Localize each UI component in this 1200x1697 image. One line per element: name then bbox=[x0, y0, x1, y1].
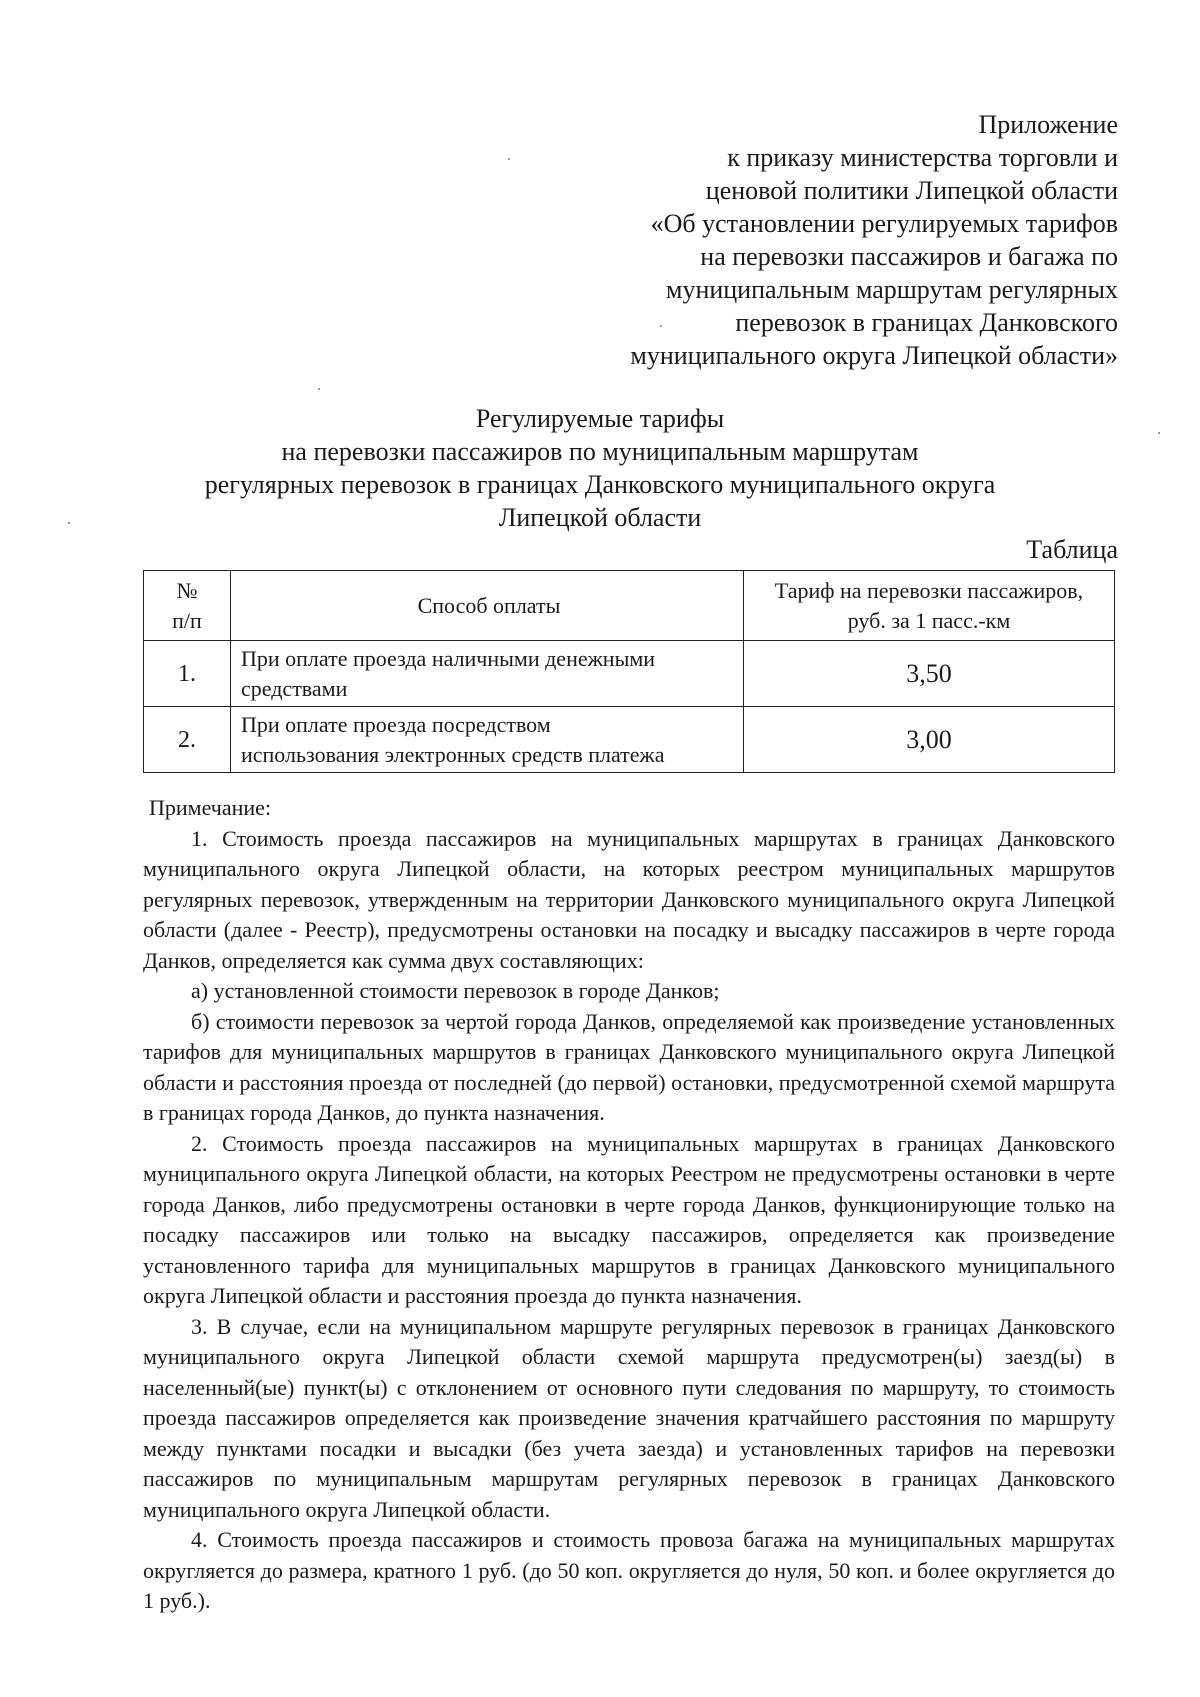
note-paragraph: 3. В случае, если на муниципальном маршруте регулярных перевозок в границах Данковского муниципального округа Липецкой области схемой маршрута предусмотрен(ы) заезд(ы) в населенный(ые) пункт(ы) с отклонением от основного пути следования по маршруту, то стоимость проезда пассажиров определяется как произведение значения кратчайшего расстояния по маршруту между пунктами посадки и высадки (без учета заезда) и установленных тарифов на перевозки пассажиров по муниципальным маршрутам регулярных перевозок в границах Данковского муниципального округа Липецкой области. bbox=[143, 1313, 1115, 1522]
document-title bbox=[150, 402, 1050, 534]
scan-speck bbox=[68, 522, 70, 524]
note-paragraph: 1. Стоимость проезда пассажиров на муниципальных маршрутах в границах Данковского муниципального округа Липецкой области, на которых реестром муниципальных маршрутов регулярных перевозок, утвержденным на территории Данковского муниципального округа Липецкой области (далее - Реестр), предусмотрены остановки на посадку и высадку пассажиров в черте города Данков, определяется как сумма двух составляющих: bbox=[143, 825, 1115, 973]
notes-label: Примечание: bbox=[149, 795, 272, 820]
header-tariff-line: Тариф на перевозки пассажиров, bbox=[774, 577, 1084, 603]
appendix-line: перевозок в границах Данковского bbox=[735, 308, 1118, 337]
header-number bbox=[144, 571, 231, 641]
title-line: регулярных перевозок в границах Данковского муниципального округа bbox=[204, 470, 996, 499]
appendix-line: ценовой политики Липецкой области bbox=[705, 176, 1118, 205]
note-paragraph: а) установленной стоимости перевозок в городе Данков; bbox=[191, 978, 720, 1003]
row-payment-method bbox=[231, 707, 744, 773]
header-tariff-unit: руб. за 1 пасс.-км bbox=[847, 607, 1011, 633]
row-number: 1. bbox=[144, 641, 231, 707]
title-line: на перевозки пассажиров по муниципальным маршрутам bbox=[281, 437, 919, 466]
table-row bbox=[144, 707, 1115, 773]
header-number-symbol: № bbox=[176, 577, 198, 603]
appendix-line: на перевозки пассажиров и багажа по bbox=[700, 242, 1118, 271]
title-line: Регулируемые тарифы bbox=[475, 404, 725, 433]
method-line: средствами bbox=[241, 675, 348, 701]
method-line: При оплате проезда наличными денежными bbox=[241, 645, 656, 671]
note-paragraph: 4. Стоимость проезда пассажиров и стоимость провоза багажа на муниципальных маршрутах округляется до размера, кратного 1 руб. (до 50 коп. округляется до нуля, 50 коп. и более округляется до 1 руб.). bbox=[143, 1527, 1115, 1613]
table-header-row bbox=[144, 571, 1115, 641]
row-number: 2. bbox=[144, 707, 231, 773]
row-tariff-value: 3,50 bbox=[744, 641, 1115, 707]
appendix-line: муниципального округа Липецкой области» bbox=[630, 341, 1118, 370]
scan-speck bbox=[318, 388, 320, 390]
header-number-abbr: п/п bbox=[172, 607, 202, 633]
method-line: использования электронных средств платежа bbox=[241, 741, 665, 767]
row-tariff-value: 3,00 bbox=[744, 707, 1115, 773]
tariff-table bbox=[143, 570, 1115, 773]
header-tariff bbox=[744, 571, 1115, 641]
row-payment-method bbox=[231, 641, 744, 707]
note-paragraph: 2. Стоимость проезда пассажиров на муниципальных маршрутах в границах Данковского муниципального округа Липецкой области, на которых Реестром не предусмотрены остановки в черте города Данков, либо предусмотрены остановки в черте города Данков, функционирующие только на посадку пассажиров или только на высадку пассажиров, определяется как произведение установленного тарифа для муниципальных маршрутов в границах Данковского муниципального округа Липецкой области и расстояния проезда до пункта назначения. bbox=[143, 1130, 1115, 1308]
appendix-line: «Об установлении регулируемых тарифов bbox=[650, 209, 1118, 238]
table-caption: Таблица bbox=[1026, 535, 1118, 564]
appendix-line: к приказу министерства торговли и bbox=[727, 143, 1118, 172]
notes-section bbox=[143, 793, 1115, 1617]
table-row bbox=[144, 641, 1115, 707]
appendix-line: Приложение bbox=[978, 110, 1118, 139]
title-line: Липецкой области bbox=[498, 503, 702, 532]
appendix-line: муниципальным маршрутам регулярных bbox=[665, 275, 1118, 304]
note-paragraph: б) стоимости перевозок за чертой города Данков, определяемой как произведение установленных тарифов для муниципальных маршрутов в границах Данковского муниципального округа Липецкой области и расстояния проезда от последней (до первой) остановки, предусмотренной схемой маршрута в границах города Данков, до пункта назначения. bbox=[143, 1008, 1115, 1125]
appendix-header bbox=[478, 108, 1118, 372]
scan-speck bbox=[508, 158, 510, 160]
scan-speck bbox=[660, 325, 662, 327]
header-payment-method: Способ оплаты bbox=[231, 571, 744, 641]
scan-speck bbox=[1158, 432, 1160, 434]
method-line: При оплате проезда посредством bbox=[241, 711, 551, 737]
